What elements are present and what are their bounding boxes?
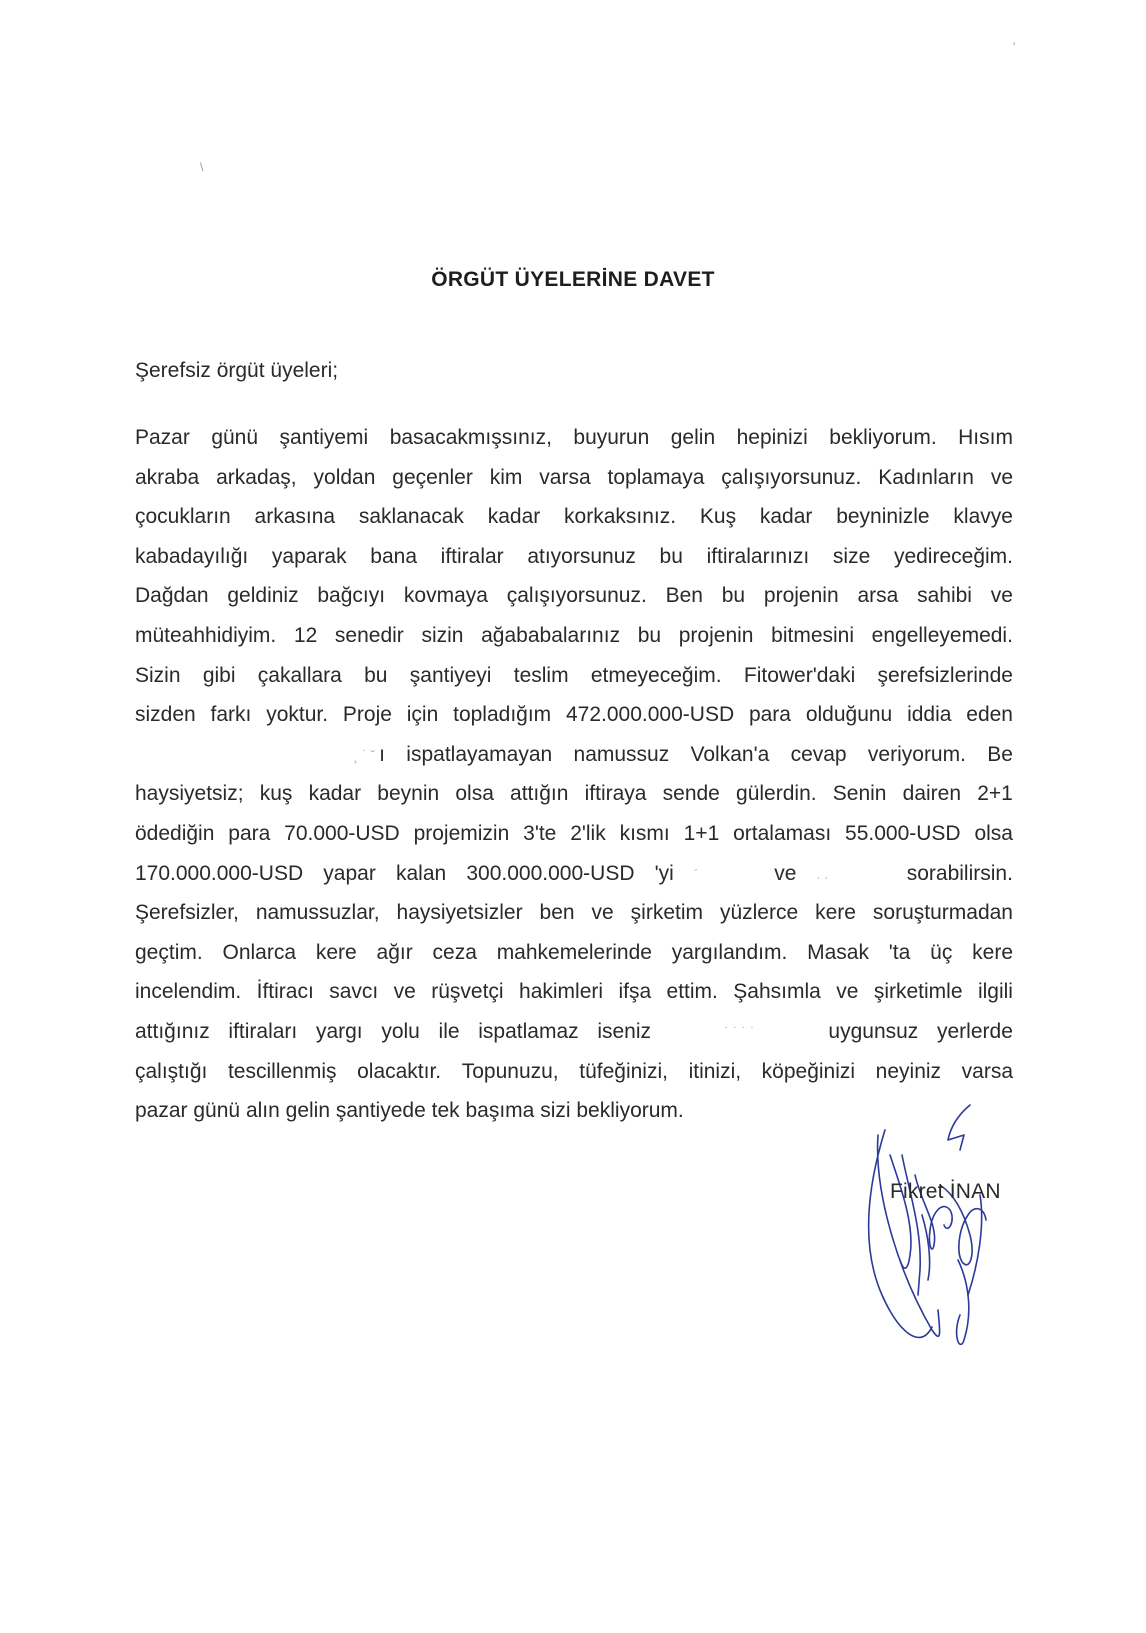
word: şantiyede [335, 1099, 426, 1123]
word: bekliyorum. [829, 426, 937, 449]
body-line [135, 1017, 1013, 1057]
word: olduğunu [805, 703, 893, 727]
word: Şahsımla [733, 980, 821, 1004]
word: pazar [135, 1099, 188, 1123]
word: yüzlerce [719, 901, 799, 925]
word: 'ta [888, 940, 911, 964]
word: sizin [421, 623, 464, 647]
word: sende [662, 782, 720, 806]
word: Hısım [958, 426, 1013, 449]
scan-speck: \ [200, 160, 204, 174]
body-line [135, 779, 1013, 819]
word: 12 [293, 623, 318, 647]
word: 472.000.000-USD [566, 703, 735, 727]
word: haysiyetsizler [396, 901, 523, 925]
word: Şerefsizler, [135, 901, 239, 925]
word: engelleyemedi. [871, 623, 1013, 647]
word: projenin [678, 623, 754, 647]
word: korkaksınız. [564, 505, 677, 529]
word: yoldan [313, 465, 376, 489]
word: Volkan'a [690, 742, 770, 766]
word: bu [721, 584, 746, 608]
word: gibi [202, 663, 236, 687]
word: 2'lik [570, 821, 606, 845]
redaction-mark: ˙ ˘ [361, 746, 376, 763]
word: gülerdin. [736, 782, 817, 806]
word: teslim [513, 663, 569, 687]
word: kovmaya [403, 584, 488, 608]
word: bitmesini [771, 623, 855, 647]
word: 2+1 [977, 782, 1013, 806]
word: kalan [396, 861, 447, 885]
word: bu [637, 623, 662, 647]
word: kim [489, 465, 523, 489]
word: çalışıyorsunuz. [721, 465, 862, 489]
word: olacaktır. [357, 1059, 442, 1083]
word: buyurun [573, 426, 650, 449]
signature-stroke [948, 1105, 970, 1150]
word: saklanacak [358, 505, 464, 529]
word: şirketimle [873, 980, 963, 1004]
body-line [135, 700, 1013, 740]
word: gelin [670, 426, 716, 449]
word: arsa [857, 584, 899, 608]
word: projemizin [413, 821, 510, 845]
word: ve [990, 584, 1013, 608]
redaction-mark: ¸ [353, 746, 358, 763]
word: Pazar [135, 426, 190, 449]
body-line [135, 661, 1013, 701]
word: beyninizle [836, 505, 930, 529]
word: klavye [953, 505, 1013, 529]
word: 1+1 [683, 821, 720, 845]
word: kere [815, 901, 856, 925]
word: ı [379, 742, 385, 766]
word: incelendim. [135, 980, 242, 1004]
word: ödediğin [135, 821, 215, 845]
word: Senin [832, 782, 887, 806]
word: sahibi [917, 584, 972, 608]
word: soruşturmadan [872, 901, 1013, 925]
word: ettim. [666, 980, 718, 1004]
word: yoktur. [266, 703, 329, 727]
word: ağababalarınız [481, 623, 621, 647]
word: 55.000-USD [845, 821, 961, 845]
word: dairen [902, 782, 962, 806]
word: şantiyemi [279, 426, 369, 449]
redaction-mark: ´ [694, 865, 699, 882]
word: kadar [487, 505, 541, 529]
word: günü [211, 426, 259, 449]
body-line [135, 819, 1013, 859]
word: beynin [377, 782, 440, 806]
word: kuş [259, 782, 293, 806]
body-line [135, 423, 1013, 463]
word: para [228, 821, 271, 845]
word: İftiracı [256, 980, 314, 1004]
word: yapar [323, 861, 376, 885]
word: ispatlamaz [478, 1019, 579, 1043]
word: müteahhidiyim. [135, 623, 277, 647]
word: savcı [329, 980, 379, 1004]
redaction-mark: . . [816, 865, 829, 882]
word: 'yi [654, 861, 674, 885]
word: günü [193, 1099, 241, 1123]
body-line [135, 740, 1013, 780]
word: yaparak [271, 544, 347, 568]
word: farkı [210, 703, 252, 727]
word: yargı [315, 1019, 363, 1043]
word: rüşvetçi [431, 980, 504, 1004]
word: olsa [455, 782, 494, 806]
word: senedir [334, 623, 404, 647]
word: yargılandım. [671, 940, 788, 964]
word: Kuş [699, 505, 737, 529]
word: iftiralar [440, 544, 504, 568]
word: gelin [285, 1099, 331, 1123]
redacted-area [135, 740, 385, 780]
word: ilgili [977, 980, 1013, 1004]
word: Kadınların [878, 465, 974, 489]
word: akraba [135, 465, 200, 489]
body-line [135, 542, 1013, 582]
body-line [135, 859, 1013, 899]
signature-stroke [957, 1260, 969, 1344]
word: üç [930, 940, 953, 964]
word: 170.000.000-USD [135, 861, 304, 885]
word: cevap [790, 742, 847, 766]
word: arkadaş, [216, 465, 297, 489]
body-line [135, 463, 1013, 503]
word: geldiniz [227, 584, 299, 608]
word: kadar [759, 505, 813, 529]
body-line [135, 621, 1013, 661]
word: ve [591, 901, 614, 925]
word: çalışıyorsunuz. [506, 584, 647, 608]
word: 70.000-USD [284, 821, 400, 845]
signer-name: Fikret İNAN [890, 1180, 1001, 1203]
word: Topunuzu, [461, 1059, 559, 1083]
word: ile [438, 1019, 460, 1043]
redaction-mark: ˙ ˙ ˙ ˙ [724, 1023, 755, 1040]
word: tek [431, 1099, 460, 1123]
word: bu [364, 663, 388, 687]
word: kısmı [619, 821, 670, 845]
word: iftiraya [584, 782, 647, 806]
word: attığın [510, 782, 569, 806]
word: mahkemelerinde [496, 940, 652, 964]
word: eden [966, 703, 1013, 727]
word: ve [990, 465, 1013, 489]
word: hakimleri [519, 980, 604, 1004]
word: için [406, 703, 439, 727]
word: şirketim [630, 901, 703, 925]
word: ceza [432, 940, 477, 964]
word: uygunsuz [828, 1019, 919, 1043]
word: ağır [376, 940, 413, 964]
word: yolu [381, 1019, 420, 1043]
word: ve [774, 861, 797, 885]
word: kadar [308, 782, 362, 806]
word: ve [836, 980, 859, 1004]
word: namussuzlar, [255, 901, 380, 925]
word: geçtim. [135, 940, 203, 964]
word: varsa [539, 465, 591, 489]
word: iseniz [597, 1019, 652, 1043]
word: kabadayılığı [135, 544, 249, 568]
word: sizi [540, 1099, 571, 1123]
word: projenin [763, 584, 839, 608]
word: ifşa [618, 980, 652, 1004]
word: etmeyeceğim. [590, 663, 722, 687]
word: Fitower'daki [743, 663, 856, 687]
body-line [135, 1057, 1013, 1097]
word: çalıştığı [135, 1059, 208, 1083]
word: başıma [465, 1099, 535, 1123]
word: para [748, 703, 791, 727]
word: atıyorsunuz [527, 544, 636, 568]
word: Proje [342, 703, 392, 727]
word: bana [370, 544, 417, 568]
word: arkasına [254, 505, 336, 529]
word: ortalaması [733, 821, 832, 845]
word: iftiraları [228, 1019, 298, 1043]
word: basacakmışsınız, [389, 426, 552, 449]
word: size [832, 544, 871, 568]
word: neyiniz [875, 1059, 942, 1083]
body-line [135, 581, 1013, 621]
body-line [135, 502, 1013, 542]
word: alın [245, 1099, 280, 1123]
body-line [135, 898, 1013, 938]
word: bağcıyı [317, 584, 386, 608]
word: şerefsizlerinde [877, 663, 1013, 687]
word: itinizi, [688, 1059, 742, 1083]
signature-stroke [922, 1215, 930, 1280]
word: Masak [807, 940, 869, 964]
scan-speck: ' [1013, 40, 1016, 54]
word: şantiyeyi [409, 663, 492, 687]
body-line [135, 938, 1013, 978]
word: haysiyetsiz; [135, 782, 244, 806]
word: ispatlayamayan [406, 742, 553, 766]
word: iddia [907, 703, 952, 727]
salutation: Şerefsiz örgüt üyeleri; [135, 359, 339, 382]
word: varsa [961, 1059, 1013, 1083]
handwritten-signature [860, 1095, 1030, 1395]
word: namussuz [573, 742, 670, 766]
letter-body [135, 423, 1013, 1136]
word: Sizin [135, 663, 181, 687]
word: bekliyorum. [576, 1099, 684, 1123]
word: bu [659, 544, 683, 568]
word: tüfeğinizi, [579, 1059, 668, 1083]
word: 3'te [523, 821, 557, 845]
word: çocukların [135, 505, 231, 529]
word: tescillenmiş [227, 1059, 337, 1083]
word: kere [315, 940, 357, 964]
word: köpeğinizi [761, 1059, 856, 1083]
word: geçenler [392, 465, 473, 489]
word: Dağdan [135, 584, 209, 608]
word: topladığım [453, 703, 552, 727]
document-title: ÖRGÜT ÜYELERİNE DAVET [431, 268, 715, 291]
word: hepinizi [736, 426, 808, 449]
word: sorabilirsin. [906, 861, 1013, 885]
word: olsa [974, 821, 1013, 845]
word: Onlarca [222, 940, 297, 964]
word: yedireceğim. [893, 544, 1013, 568]
word: veriyorum. [867, 742, 966, 766]
word: toplamaya [607, 465, 705, 489]
word: çakallara [257, 663, 342, 687]
word: ben [539, 901, 575, 925]
signature-stroke [890, 1155, 911, 1268]
word: Ben [665, 584, 703, 608]
word: Be [987, 742, 1013, 766]
word: ve [393, 980, 416, 1004]
word: attığınız [135, 1019, 210, 1043]
word: kere [972, 940, 1013, 964]
word: iftiralarınızı [706, 544, 810, 568]
body-line [135, 977, 1013, 1017]
word: sizden [135, 703, 196, 727]
word: yerlerde [937, 1019, 1013, 1043]
word: 300.000.000-USD [466, 861, 635, 885]
